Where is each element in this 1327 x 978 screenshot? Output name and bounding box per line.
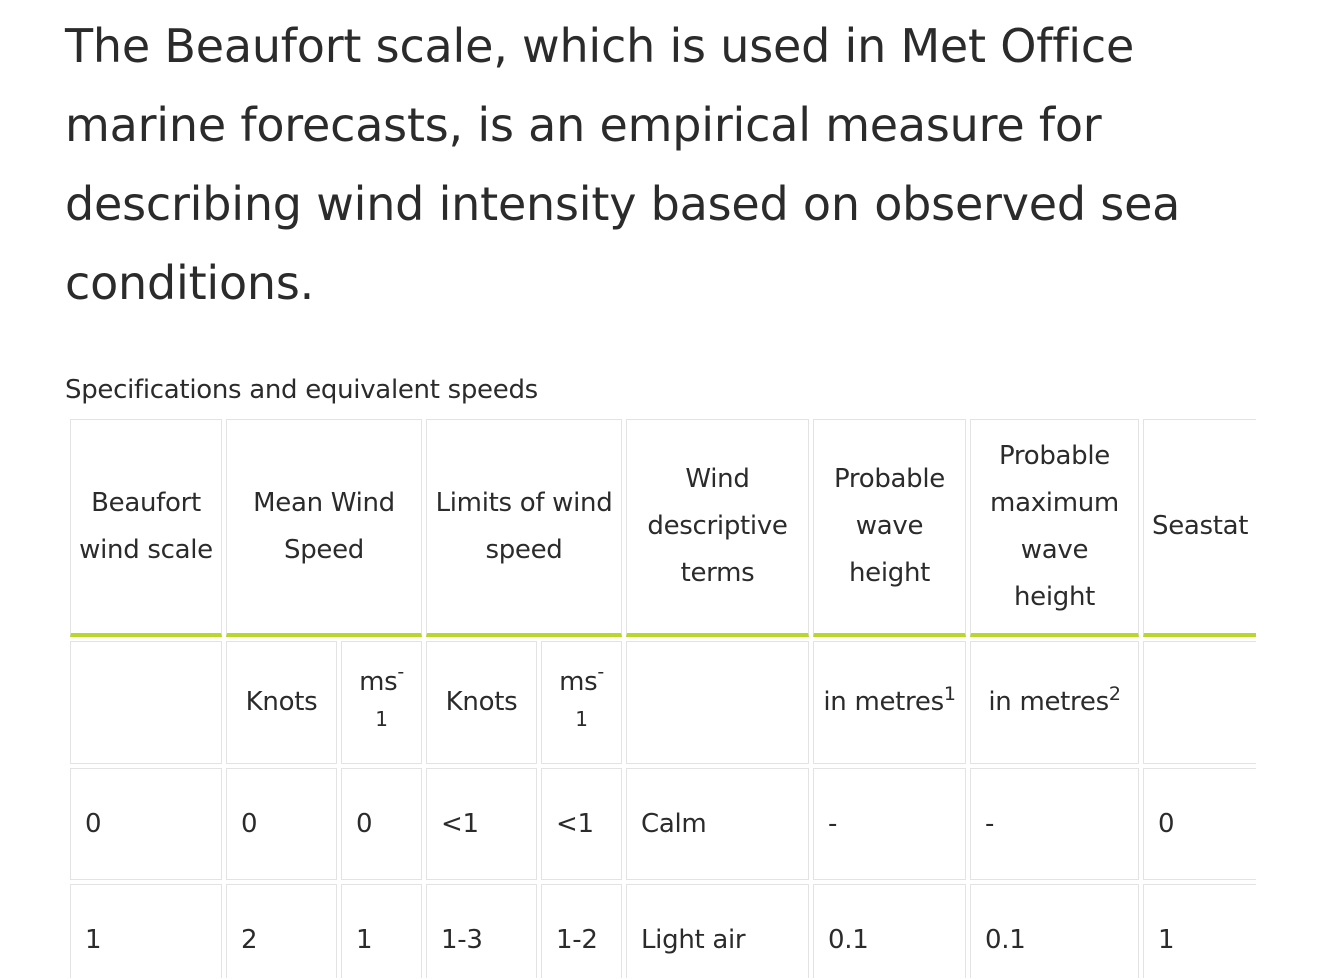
unit-mean-ms-sup: - [397, 661, 404, 683]
unit-max-wave-height-footnote: 2 [1108, 683, 1121, 705]
unit-limits-ms-exp: 1 [575, 707, 588, 731]
unit-limits-ms-sup: - [597, 661, 604, 683]
unit-wave-height [813, 641, 966, 764]
unit-mean-ms [341, 641, 422, 764]
header-probable-maximum-wave-height: Probable maximum wave height [970, 419, 1139, 637]
cell-mean-knots: 2 [226, 884, 337, 978]
table-row [70, 768, 1256, 880]
unit-wave-height-label: in metres [823, 687, 944, 717]
intro-paragraph: The Beaufort scale, which is used in Met Office marine forecasts, is an empirical measure for describing wind intensity based on observed sea conditions. [65, 19, 1181, 310]
cell-limit-knots: 1-3 [426, 884, 537, 978]
unit-terms-empty [626, 641, 809, 764]
cell-wave-height: - [813, 768, 966, 880]
unit-row [70, 641, 1256, 764]
beaufort-table [66, 415, 1256, 978]
header-probable-wave-height: Probable wave height [813, 419, 966, 637]
cell-mean-ms: 0 [341, 768, 422, 880]
header-seastate: Seastat [1143, 419, 1256, 637]
cell-beaufort: 1 [70, 884, 222, 978]
unit-max-wave-height-label: in metres [988, 687, 1109, 717]
cell-mean-knots: 0 [226, 768, 337, 880]
cell-seastate: 1 [1143, 884, 1256, 978]
unit-beaufort-empty [70, 641, 222, 764]
unit-seastate-empty [1143, 641, 1256, 764]
cell-mean-ms: 1 [341, 884, 422, 978]
unit-mean-ms-exp: 1 [375, 707, 388, 731]
unit-mean-ms-label: ms [359, 667, 398, 697]
cell-descriptive-term: Calm [626, 768, 809, 880]
cell-limit-ms: <1 [541, 768, 622, 880]
cell-wave-height: 0.1 [813, 884, 966, 978]
cell-seastate: 0 [1143, 768, 1256, 880]
cell-beaufort: 0 [70, 768, 222, 880]
header-row [70, 419, 1256, 637]
cell-max-wave-height: 0.1 [970, 884, 1139, 978]
unit-mean-knots: Knots [226, 641, 337, 764]
cell-descriptive-term: Light air [626, 884, 809, 978]
beaufort-table-container[interactable] [66, 415, 1256, 978]
table-row [70, 884, 1256, 978]
header-beaufort-wind-scale: Beaufort wind scale [70, 419, 222, 637]
unit-limits-knots: Knots [426, 641, 537, 764]
header-wind-descriptive-terms: Wind descriptive terms [626, 419, 809, 637]
unit-max-wave-height [970, 641, 1139, 764]
cell-limit-knots: <1 [426, 768, 537, 880]
cell-limit-ms: 1-2 [541, 884, 622, 978]
cell-max-wave-height: - [970, 768, 1139, 880]
header-mean-wind-speed: Mean Wind Speed [226, 419, 422, 637]
unit-limits-ms-label: ms [559, 667, 598, 697]
unit-wave-height-footnote: 1 [943, 683, 956, 705]
table-caption: Specifications and equivalent speeds [65, 375, 538, 405]
unit-limits-ms [541, 641, 622, 764]
header-limits-of-wind-speed: Limits of wind speed [426, 419, 622, 637]
